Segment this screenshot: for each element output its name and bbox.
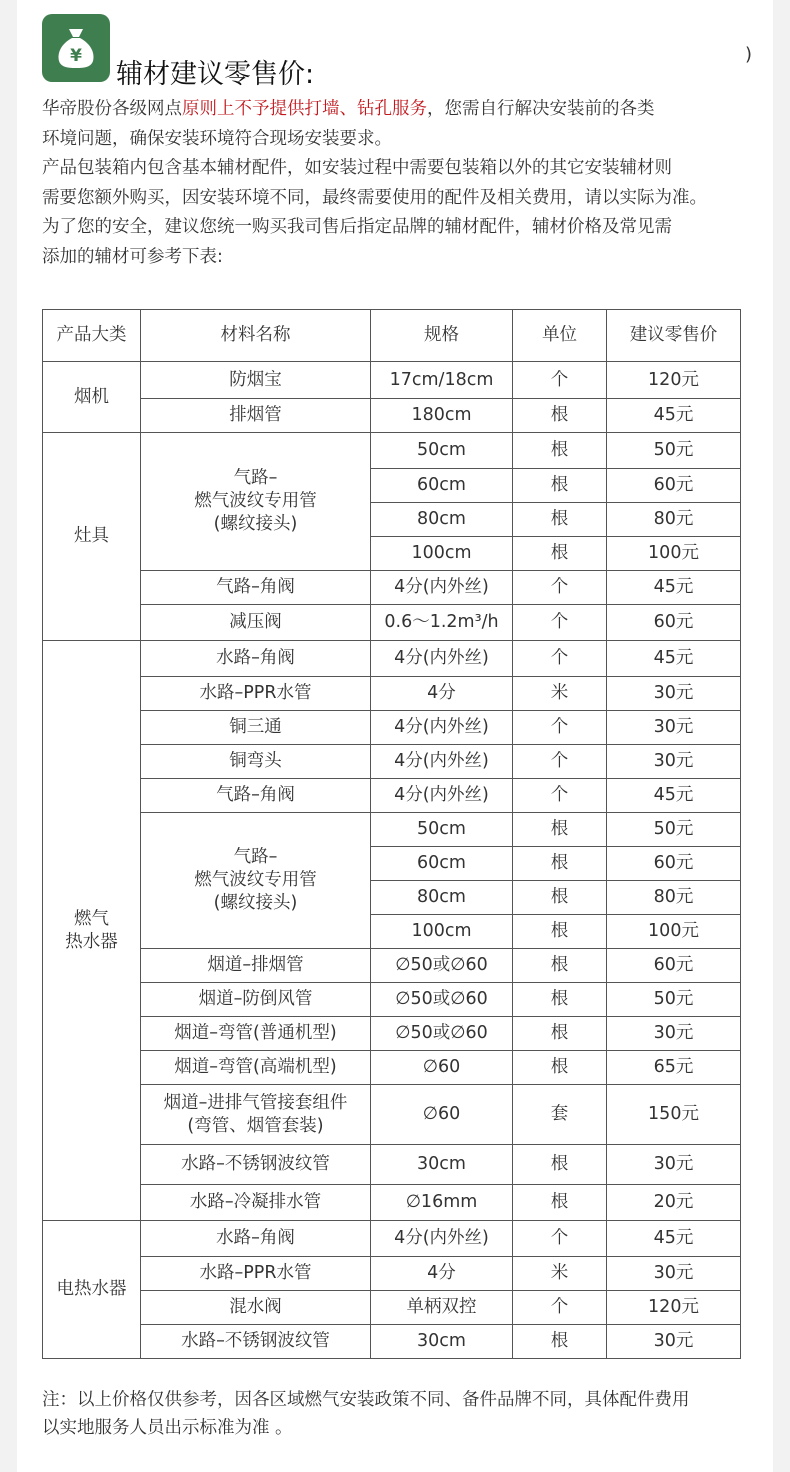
material-name-cell: 减压阀 (141, 605, 371, 641)
unit-cell: 个 (513, 779, 607, 813)
spec-cell: ∅50或∅60 (371, 983, 513, 1017)
column-header: 单位 (513, 310, 607, 362)
spec-cell: 50cm (371, 433, 513, 469)
column-header: 建议零售价 (607, 310, 741, 362)
unit-cell: 根 (513, 537, 607, 571)
intro-line: 为了您的安全，建议您统一购买我司售后指定品牌的辅材配件，辅材价格及常见需 (42, 217, 672, 237)
table-row (43, 433, 741, 469)
material-name-cell: 气路–角阀 (141, 779, 371, 813)
category-cell: 烟机 (43, 362, 141, 433)
spec-cell: ∅16mm (371, 1185, 513, 1221)
category-cell: 燃气 热水器 (43, 641, 141, 1221)
spec-cell: 60cm (371, 847, 513, 881)
price-cell: 30元 (607, 1325, 741, 1359)
material-name-cell: 水路–PPR水管 (141, 1257, 371, 1291)
column-header: 产品大类 (43, 310, 141, 362)
unit-cell: 套 (513, 1085, 607, 1145)
spec-cell: 单柄双控 (371, 1291, 513, 1325)
material-name-cell: 烟道–排烟管 (141, 949, 371, 983)
spec-cell: 80cm (371, 503, 513, 537)
price-cell: 45元 (607, 399, 741, 433)
price-cell: 30元 (607, 677, 741, 711)
price-cell: 50元 (607, 813, 741, 847)
unit-cell: 根 (513, 881, 607, 915)
spec-cell: 4分(内外丝) (371, 641, 513, 677)
spec-cell: 4分 (371, 677, 513, 711)
table-row (43, 983, 741, 1017)
table-row (43, 779, 741, 813)
unit-cell: 个 (513, 1221, 607, 1257)
money-bag-badge (42, 14, 110, 82)
unit-cell: 个 (513, 641, 607, 677)
spec-cell: 4分(内外丝) (371, 571, 513, 605)
table-row (43, 641, 741, 677)
unit-cell: 根 (513, 1145, 607, 1185)
unit-cell: 根 (513, 1017, 607, 1051)
table-row (43, 1085, 741, 1145)
intro-line: 环境问题，确保安装环境符合现场安装要求。 (42, 128, 392, 149)
unit-cell: 根 (513, 847, 607, 881)
material-name-cell: 防烟宝 (141, 362, 371, 399)
material-name-cell: 混水阀 (141, 1291, 371, 1325)
unit-cell: 根 (513, 399, 607, 433)
table-row (43, 1221, 741, 1257)
material-name-cell: 气路– 燃气波纹专用管 (螺纹接头) (141, 813, 371, 949)
money-bag-icon (55, 25, 97, 69)
table-row (43, 1017, 741, 1051)
intro-text (42, 95, 754, 272)
unit-cell: 个 (513, 1291, 607, 1325)
spec-cell: ∅60 (371, 1051, 513, 1085)
spec-cell: 4分(内外丝) (371, 1221, 513, 1257)
price-cell: 120元 (607, 1291, 741, 1325)
price-cell: 100元 (607, 537, 741, 571)
table-row (43, 1291, 741, 1325)
spec-cell: 50cm (371, 813, 513, 847)
price-cell: 30元 (607, 1257, 741, 1291)
spec-cell: 80cm (371, 881, 513, 915)
table-row (43, 745, 741, 779)
unit-cell: 根 (513, 469, 607, 503)
spec-cell: 4分(内外丝) (371, 745, 513, 779)
price-cell: 100元 (607, 915, 741, 949)
unit-cell: 根 (513, 1051, 607, 1085)
table-row (43, 399, 741, 433)
unit-cell: 米 (513, 677, 607, 711)
price-cell: 60元 (607, 469, 741, 503)
spec-cell: 60cm (371, 469, 513, 503)
spec-cell: ∅60 (371, 1085, 513, 1145)
table-row (43, 605, 741, 641)
unit-cell: 根 (513, 1325, 607, 1359)
price-cell: 60元 (607, 847, 741, 881)
material-name-cell: 烟道–弯管(高端机型) (141, 1051, 371, 1085)
intro-line: 华帝股份各级网点原则上不予提供打墙、钻孔服务，您需自行解决安装前的各类 (42, 99, 655, 119)
table-row (43, 571, 741, 605)
price-cell: 60元 (607, 605, 741, 641)
price-cell: 30元 (607, 1017, 741, 1051)
spec-cell: 100cm (371, 915, 513, 949)
price-cell: 120元 (607, 362, 741, 399)
unit-cell: 个 (513, 745, 607, 779)
unit-cell: 个 (513, 711, 607, 745)
table-header-row (43, 310, 741, 362)
unit-cell: 根 (513, 813, 607, 847)
price-cell: 45元 (607, 779, 741, 813)
material-name-cell: 气路– 燃气波纹专用管 (螺纹接头) (141, 433, 371, 571)
price-table (42, 309, 741, 1359)
section-header (42, 14, 742, 90)
svg-text:¥: ¥ (70, 46, 82, 66)
price-cell: 50元 (607, 983, 741, 1017)
material-name-cell: 烟道–进排气管接套组件 (弯管、烟管套装) (141, 1085, 371, 1145)
table-row (43, 362, 741, 399)
unit-cell: 米 (513, 1257, 607, 1291)
price-cell: 45元 (607, 1221, 741, 1257)
price-cell: 30元 (607, 745, 741, 779)
intro-line: 产品包装箱内包含基本辅材配件，如安装过程中需要包装箱以外的其它安装辅材则 (42, 158, 672, 178)
material-name-cell: 水路–PPR水管 (141, 677, 371, 711)
unit-cell: 个 (513, 571, 607, 605)
spec-cell: 100cm (371, 537, 513, 571)
table-row (43, 1325, 741, 1359)
unit-cell: 根 (513, 915, 607, 949)
price-cell: 20元 (607, 1185, 741, 1221)
category-cell: 灶具 (43, 433, 141, 641)
unit-cell: 根 (513, 433, 607, 469)
price-cell: 60元 (607, 949, 741, 983)
category-cell: 电热水器 (43, 1221, 141, 1359)
table-body (43, 362, 741, 1359)
spec-cell: 4分(内外丝) (371, 779, 513, 813)
spec-cell: 4分(内外丝) (371, 711, 513, 745)
footnote-line: 以实地服务人员出示标准为准 。 (42, 1418, 293, 1438)
material-name-cell: 烟道–防倒风管 (141, 983, 371, 1017)
price-cell: 80元 (607, 503, 741, 537)
table-row (43, 813, 741, 847)
table-row (43, 949, 741, 983)
unit-cell: 根 (513, 983, 607, 1017)
column-header: 材料名称 (141, 310, 371, 362)
table-row (43, 711, 741, 745)
unit-cell: 根 (513, 503, 607, 537)
material-name-cell: 水路–不锈钢波纹管 (141, 1145, 371, 1185)
intro-line: 需要您额外购买，因安装环境不同，最终需要使用的配件及相关费用，请以实际为准。 (42, 187, 707, 208)
unit-cell: 个 (513, 605, 607, 641)
price-cell: 45元 (607, 641, 741, 677)
material-name-cell: 气路–角阀 (141, 571, 371, 605)
spec-cell: ∅50或∅60 (371, 949, 513, 983)
price-cell: 50元 (607, 433, 741, 469)
spec-cell: 17cm/18cm (371, 362, 513, 399)
unit-cell: 根 (513, 1185, 607, 1221)
material-name-cell: 水路–角阀 (141, 1221, 371, 1257)
footnote (42, 1386, 754, 1442)
material-name-cell: 排烟管 (141, 399, 371, 433)
unit-cell: 根 (513, 949, 607, 983)
price-cell: 30元 (607, 1145, 741, 1185)
unit-cell: 个 (513, 362, 607, 399)
price-cell: 80元 (607, 881, 741, 915)
footnote-line: 注：以上价格仅供参考，因各区域燃气安装政策不同、备件品牌不同，具体配件费用 (42, 1390, 690, 1410)
price-cell: 150元 (607, 1085, 741, 1145)
table-row (43, 1257, 741, 1291)
table-row (43, 1185, 741, 1221)
price-cell: 45元 (607, 571, 741, 605)
material-name-cell: 水路–冷凝排水管 (141, 1185, 371, 1221)
page-title: 辅材建议零售价: (116, 59, 315, 90)
spec-cell: ∅50或∅60 (371, 1017, 513, 1051)
price-cell: 30元 (607, 711, 741, 745)
material-name-cell: 铜三通 (141, 711, 371, 745)
price-cell: 65元 (607, 1051, 741, 1085)
spec-cell: 30cm (371, 1325, 513, 1359)
table-row (43, 677, 741, 711)
spec-cell: 0.6～1.2m³/h (371, 605, 513, 641)
spec-cell: 30cm (371, 1145, 513, 1185)
material-name-cell: 铜弯头 (141, 745, 371, 779)
table-row (43, 1145, 741, 1185)
material-name-cell: 烟道–弯管(普通机型) (141, 1017, 371, 1051)
spec-cell: 180cm (371, 399, 513, 433)
corner-mark: ) (745, 44, 753, 65)
intro-line: 添加的辅材可参考下表: (42, 246, 223, 267)
material-name-cell: 水路–角阀 (141, 641, 371, 677)
material-name-cell: 水路–不锈钢波纹管 (141, 1325, 371, 1359)
highlight-text: 原则上不予提供打墙、钻孔服务 (182, 99, 427, 119)
table-row (43, 1051, 741, 1085)
column-header: 规格 (371, 310, 513, 362)
spec-cell: 4分 (371, 1257, 513, 1291)
